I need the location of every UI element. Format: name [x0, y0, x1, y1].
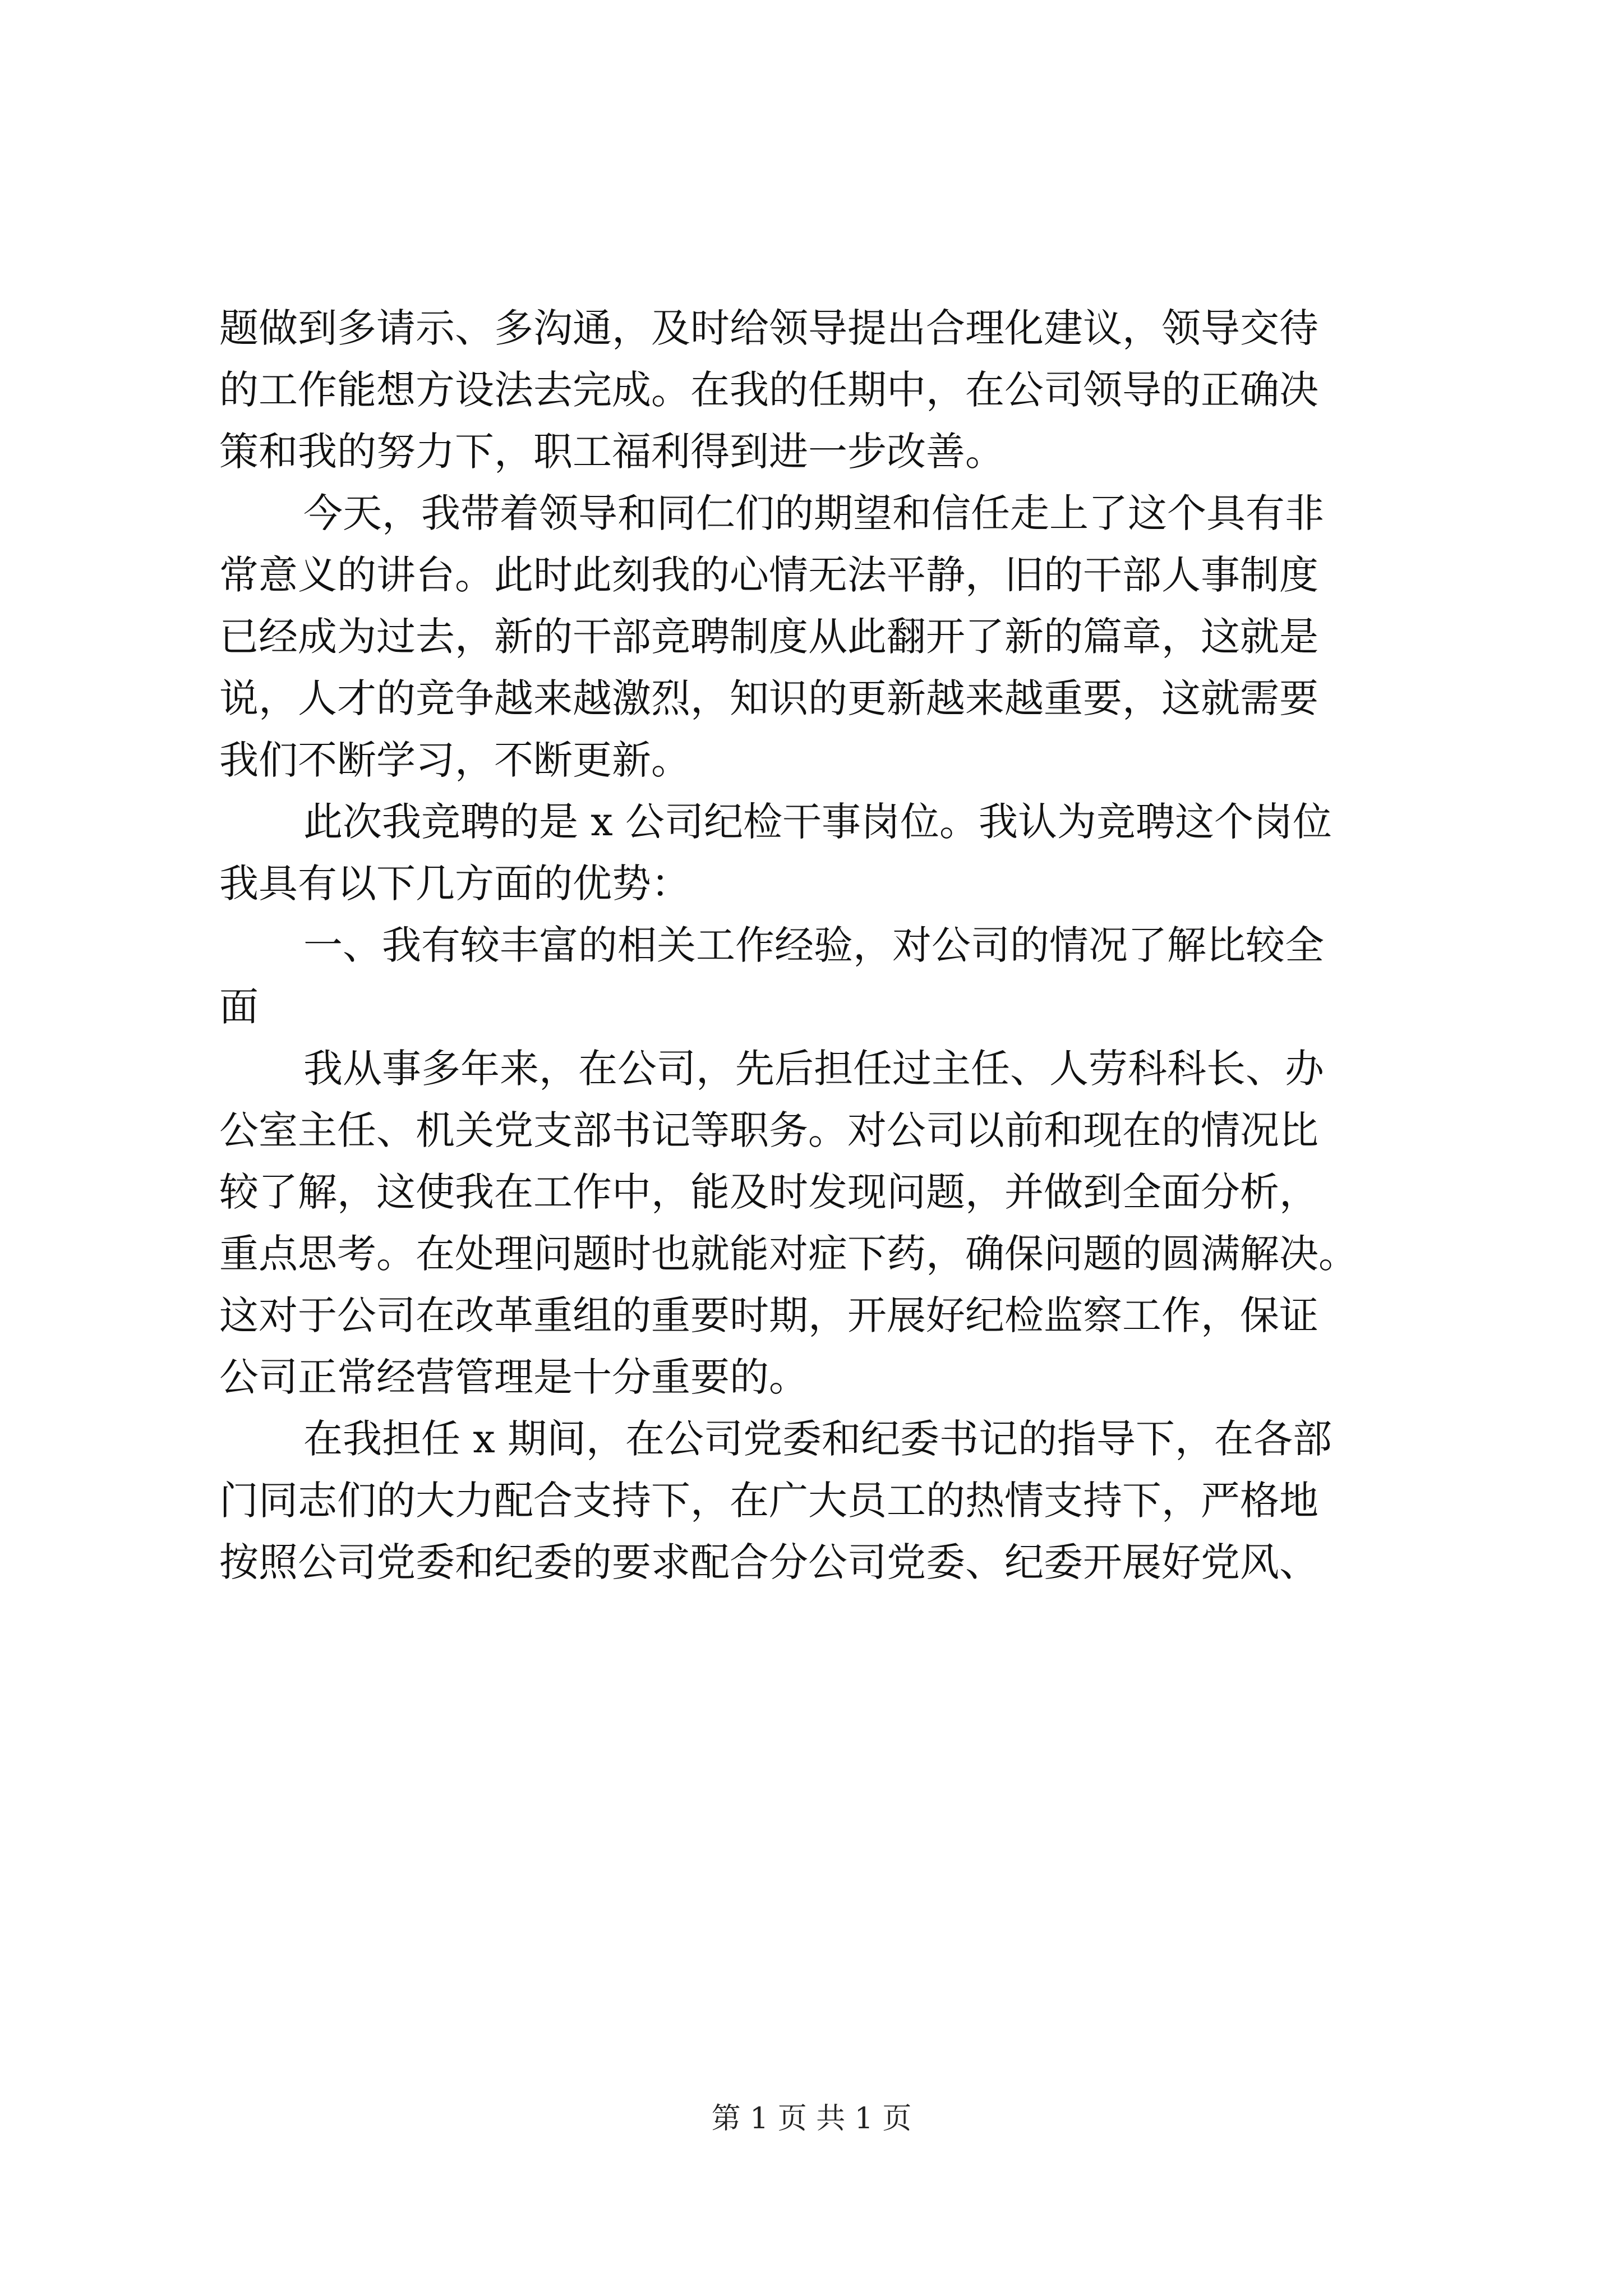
text-line: 已经成为过去，新的干部竞聘制度从此翻开了新的篇章，这就是: [219, 614, 1318, 660]
text-line: 题做到多请示、多沟通，及时给领导提出合理化建议，领导交待: [219, 305, 1318, 351]
paragraph-start-line: 我从事多年来，在公司，先后担任过主任、人劳科科长、办: [303, 1046, 1324, 1092]
page-footer: 第 1 页 共 1 页: [711, 2102, 912, 2136]
text-line: 较了解，这使我在工作中，能及时发现问题，并做到全面分析，: [219, 1169, 1318, 1215]
text-line: 公司正常经营管理是十分重要的。: [219, 1354, 808, 1400]
text-line: 这对于公司在改革重组的重要时期，开展好纪检监察工作，保证: [219, 1292, 1318, 1338]
text-line: 我们不断学习，不断更新。: [219, 737, 690, 783]
text-line: 的工作能想方设法去完成。在我的任期中，在公司领导的正确决: [219, 367, 1318, 413]
section-heading-line: 面: [219, 984, 259, 1030]
paragraph-start-line: 今天，我带着领导和同仁们的期望和信任走上了这个具有非: [303, 490, 1324, 536]
text-line: 我具有以下几方面的优势：: [219, 861, 690, 907]
text-line: 按照公司党委和纪委的要求配合分公司党委、纪委开展好党风、: [219, 1539, 1318, 1585]
section-heading-line: 一、我有较丰富的相关工作经验，对公司的情况了解比较全: [303, 922, 1324, 968]
paragraph-start-line: 此次我竞聘的是 x 公司纪检干事岗位。我认为竞聘这个岗位: [303, 799, 1332, 845]
paragraph-start-line: 在我担任 x 期间，在公司党委和纪委书记的指导下，在各部: [303, 1416, 1332, 1462]
text-line: 说，人才的竞争越来越激烈，知识的更新越来越重要，这就需要: [219, 675, 1318, 721]
text-line: 重点思考。在处理问题时也就能对症下药，确保问题的圆满解决。: [219, 1231, 1358, 1277]
text-line: 策和我的努力下，职工福利得到进一步改善。: [219, 429, 1004, 475]
text-line: 公室主任、机关党支部书记等职务。对公司以前和现在的情况比: [219, 1107, 1318, 1153]
text-line: 常意义的讲台。此时此刻我的心情无法平静，旧的干部人事制度: [219, 552, 1318, 598]
text-line: 门同志们的大力配合支持下，在广大员工的热情支持下，严格地: [219, 1478, 1318, 1524]
